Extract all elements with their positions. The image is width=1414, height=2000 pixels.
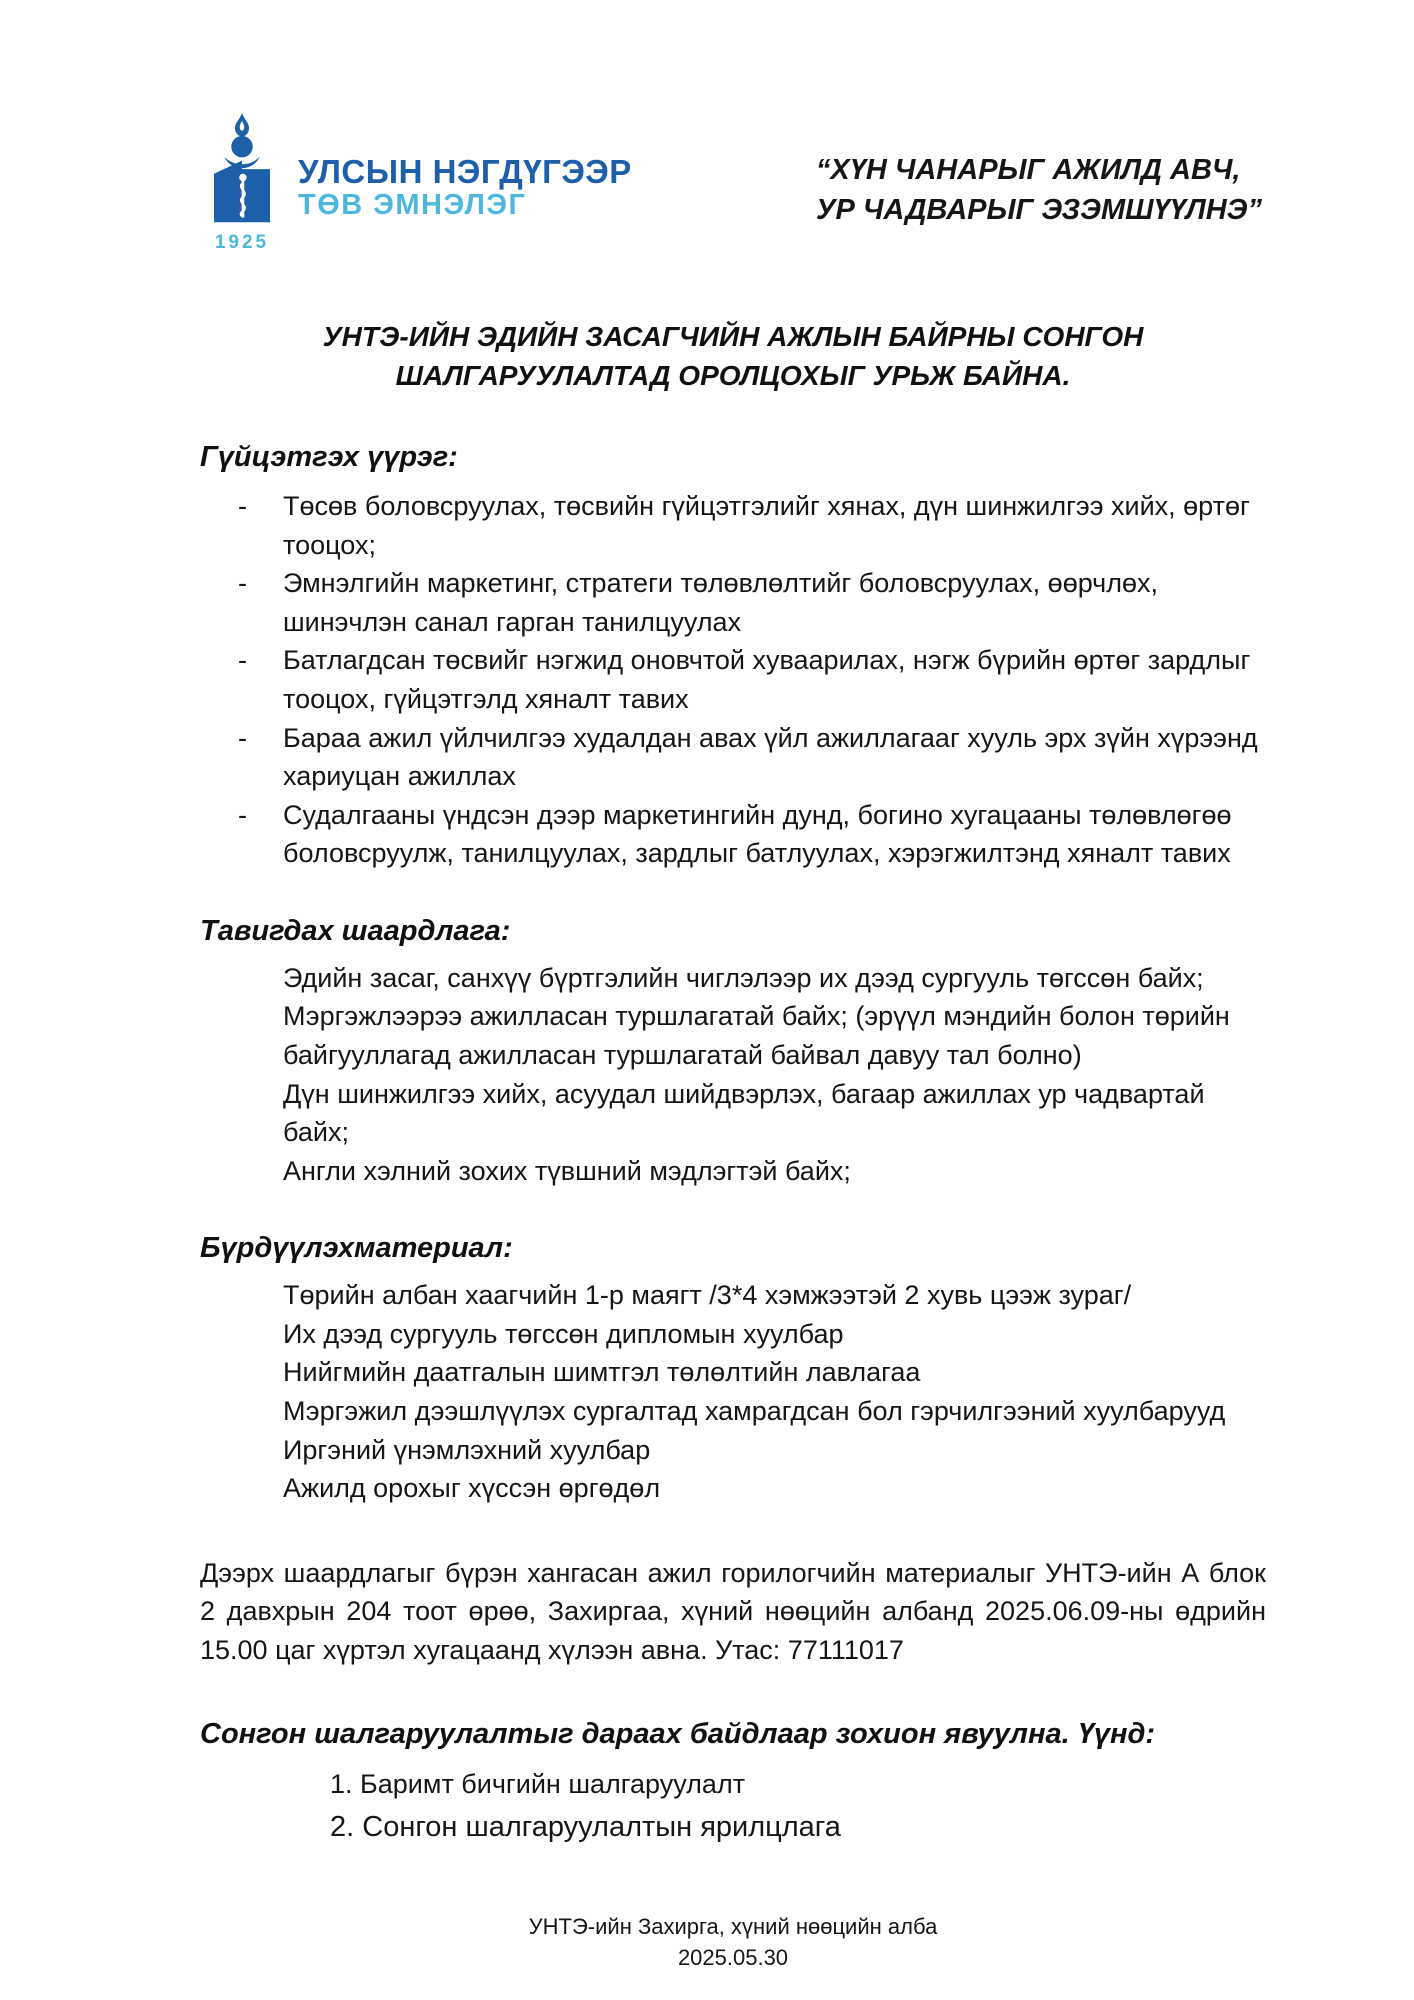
list-item: 1. Баримт бичгийн шалгаруулалт — [330, 1769, 746, 1800]
letterhead — [200, 112, 1266, 254]
list-item: - Батлагдсан төсвийг нэгжид оновчтой хуваарилах, нэгж бүрийн өртөг зардлыг тооцох, гүйцэтгэлд хяналт тавих — [200, 641, 1266, 718]
item-number: 1. — [330, 1769, 353, 1800]
requirements-heading: Тавигдах шаардлага: — [200, 915, 511, 948]
footer-signature: УНТЭ-ийн Захирга, хүний нөөцийн алба — [528, 1913, 938, 1939]
hospital-emblem-icon — [200, 112, 284, 228]
list-item: Дүн шинжилгээ хийх, асуудал шийдвэрлэх, багаар ажиллах ур чадвартай байх; — [283, 1078, 1205, 1148]
selection-heading: Сонгон шалгаруулалтыг дараах байдлаар зохион явуулна. Үүнд: — [200, 1717, 1156, 1750]
title-line1: УНТЭ-ИЙН ЭДИЙН ЗАСАГЧИЙН АЖЛЫН БАЙРНЫ СОНГОН — [322, 321, 1144, 352]
list-item: Иргэний үнэмлэхний хуулбар — [283, 1434, 651, 1465]
org-name-line1: УЛСЫН НЭГДҮГЭЭР — [298, 153, 632, 190]
duties-heading: Гүйцэтгэх үүрэг: — [200, 441, 458, 474]
footer-date: 2025.05.30 — [677, 1945, 789, 1971]
list-item: - Судалгааны үндсэн дээр маркетингийн дунд, богино хугацааны төлөвлөгөө боловсруулж, танилцуулах, зардлыг батлуулах, хэрэгжилтэнд хяналт тавих — [200, 796, 1266, 873]
dash-marker: - — [238, 490, 247, 521]
list-item: Төрийн албан хаагчийн 1-р маягт /3*4 хэмжээтэй 2 хувь цээж зураг/ — [283, 1280, 1132, 1311]
list-item: Ажилд орохыг хүссэн өргөдөл — [283, 1473, 661, 1504]
selection-list — [200, 1763, 1266, 1850]
list-item: Нийгмийн даатгалын шимтгэл төлөлтийн лавлагаа — [283, 1357, 921, 1388]
list-item: Мэргэжлээрээ ажилласан туршлагатай байх; (эрүүл мэндийн болон төрийн байгууллагад ажилласан туршлагатай байвал давуу тал болно) — [283, 1001, 1230, 1070]
list-item: - Төсөв боловсруулах, төсвийн гүйцэтгэлийг хянах, дүн шинжилгээ хийх, өртөг тооцох; — [200, 487, 1266, 564]
hospital-emblem — [200, 112, 284, 254]
hospital-logo — [200, 112, 632, 254]
materials-list — [200, 1276, 1266, 1508]
logo-founding-year: 1925 — [214, 232, 270, 253]
dash-marker: - — [238, 645, 247, 676]
document-footer — [200, 1911, 1266, 1975]
motto-line2: УР ЧАДВАРЫГ ЭЗЭМШҮҮЛНЭ” — [815, 194, 1262, 227]
materials-heading: Бүрдүүлэхматериал: — [200, 1232, 513, 1265]
title-line2: ШАЛГАРУУЛАЛТАД ОРОЛЦОХЫГ УРЬЖ БАЙНА. — [395, 359, 1071, 391]
org-name-line2: ТӨВ ЭМНЭЛЭГ — [298, 188, 527, 221]
document-title — [200, 318, 1266, 395]
submission-paragraph: Дээрх шаардлагыг бүрэн хангасан ажил горилогчийн материалыг УНТЭ-ийн А блок 2 давхрын 204 тоот өрөө, Захиргаа, хүний нөөцийн албанд 2025.06.09-ны өдрийн 15.00 цаг хүртэл хугацаанд хүлээн авна. Утас: 77111017 — [200, 1557, 1266, 1665]
dash-marker: - — [238, 722, 247, 753]
logo-text — [298, 154, 632, 221]
list-item: - Эмнэлгийн маркетинг, стратеги төлөвлөлтийг боловсруулах, өөрчлөх, шинэчлэн санал гарган танилцуулах — [200, 564, 1266, 641]
duties-list — [200, 487, 1266, 873]
list-item: 2. Сонгон шалгаруулалтын ярилцлага — [330, 1811, 841, 1844]
item-number: 2. — [330, 1811, 355, 1844]
list-item: Мэргэжил дээшлүүлэх сургалтад хамрагдсан бол гэрчилгээний хуулбарууд — [283, 1395, 1226, 1426]
list-item: Англи хэлний зохих түвшний мэдлэгтэй байх; — [283, 1155, 851, 1186]
dash-marker: - — [238, 799, 247, 830]
list-item: Их дээд сургууль төгссөн дипломын хуулбар — [283, 1318, 844, 1349]
org-motto — [816, 150, 1262, 230]
motto-line1: “ХҮН ЧАНАРЫГ АЖИЛД АВЧ, — [815, 154, 1241, 186]
list-item: Эдийн засаг, санхүү бүртгэлийн чиглэлээр их дээд сургууль төгссөн байх; — [283, 962, 1204, 993]
list-item: - Бараа ажил үйлчилгээ худалдан авах үйл ажиллагааг хууль эрх зүйн хүрээнд хариуцан ажиллах — [200, 719, 1266, 796]
requirements-list — [200, 959, 1266, 1191]
dash-marker: - — [238, 568, 247, 599]
